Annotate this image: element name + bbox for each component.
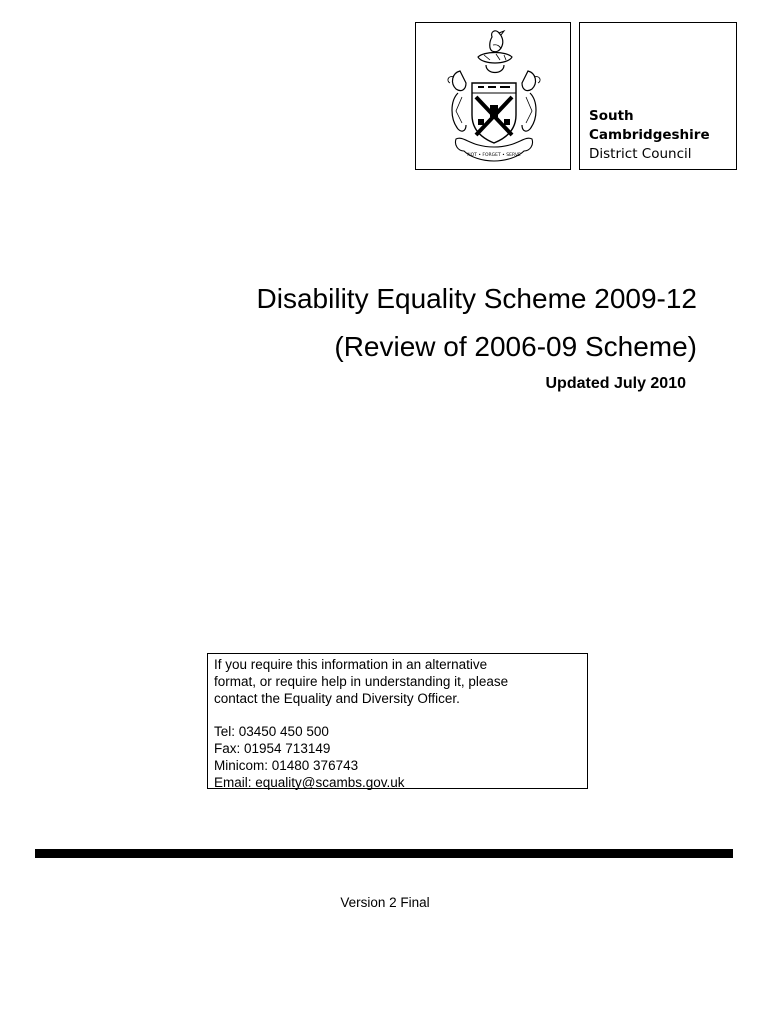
contact-tel: Tel: 03450 450 500 bbox=[214, 724, 329, 739]
council-name-line2: Cambridgeshire bbox=[589, 127, 710, 143]
divider-rule bbox=[35, 849, 733, 858]
council-name bbox=[589, 107, 710, 164]
document-title: Disability Equality Scheme 2009-12 bbox=[256, 283, 697, 314]
contact-intro-line1: If you require this information in an alternative bbox=[214, 657, 488, 672]
contact-box bbox=[207, 653, 588, 789]
svg-text:NOT • FORGET • SERVE: NOT • FORGET • SERVE bbox=[467, 153, 521, 158]
contact-intro-line3: contact the Equality and Diversity Officer. bbox=[214, 691, 460, 706]
coat-of-arms-icon bbox=[440, 27, 548, 167]
document-subtitle: (Review of 2006-09 Scheme) bbox=[334, 331, 697, 362]
contact-intro-line2: format, or require help in understanding it, please bbox=[214, 674, 509, 689]
council-name-line3: District Council bbox=[589, 146, 692, 162]
updated-date: Updated July 2010 bbox=[545, 375, 686, 392]
council-name-line1: South bbox=[589, 108, 634, 124]
crest-box bbox=[415, 22, 571, 170]
council-name-box bbox=[579, 22, 737, 170]
version-label: Version 2 Final bbox=[340, 895, 430, 910]
spacer bbox=[214, 707, 581, 723]
contact-fax: Fax: 01954 713149 bbox=[214, 741, 331, 756]
contact-email: Email: equality@scambs.gov.uk bbox=[214, 775, 405, 790]
contact-minicom: Minicom: 01480 376743 bbox=[214, 758, 359, 773]
